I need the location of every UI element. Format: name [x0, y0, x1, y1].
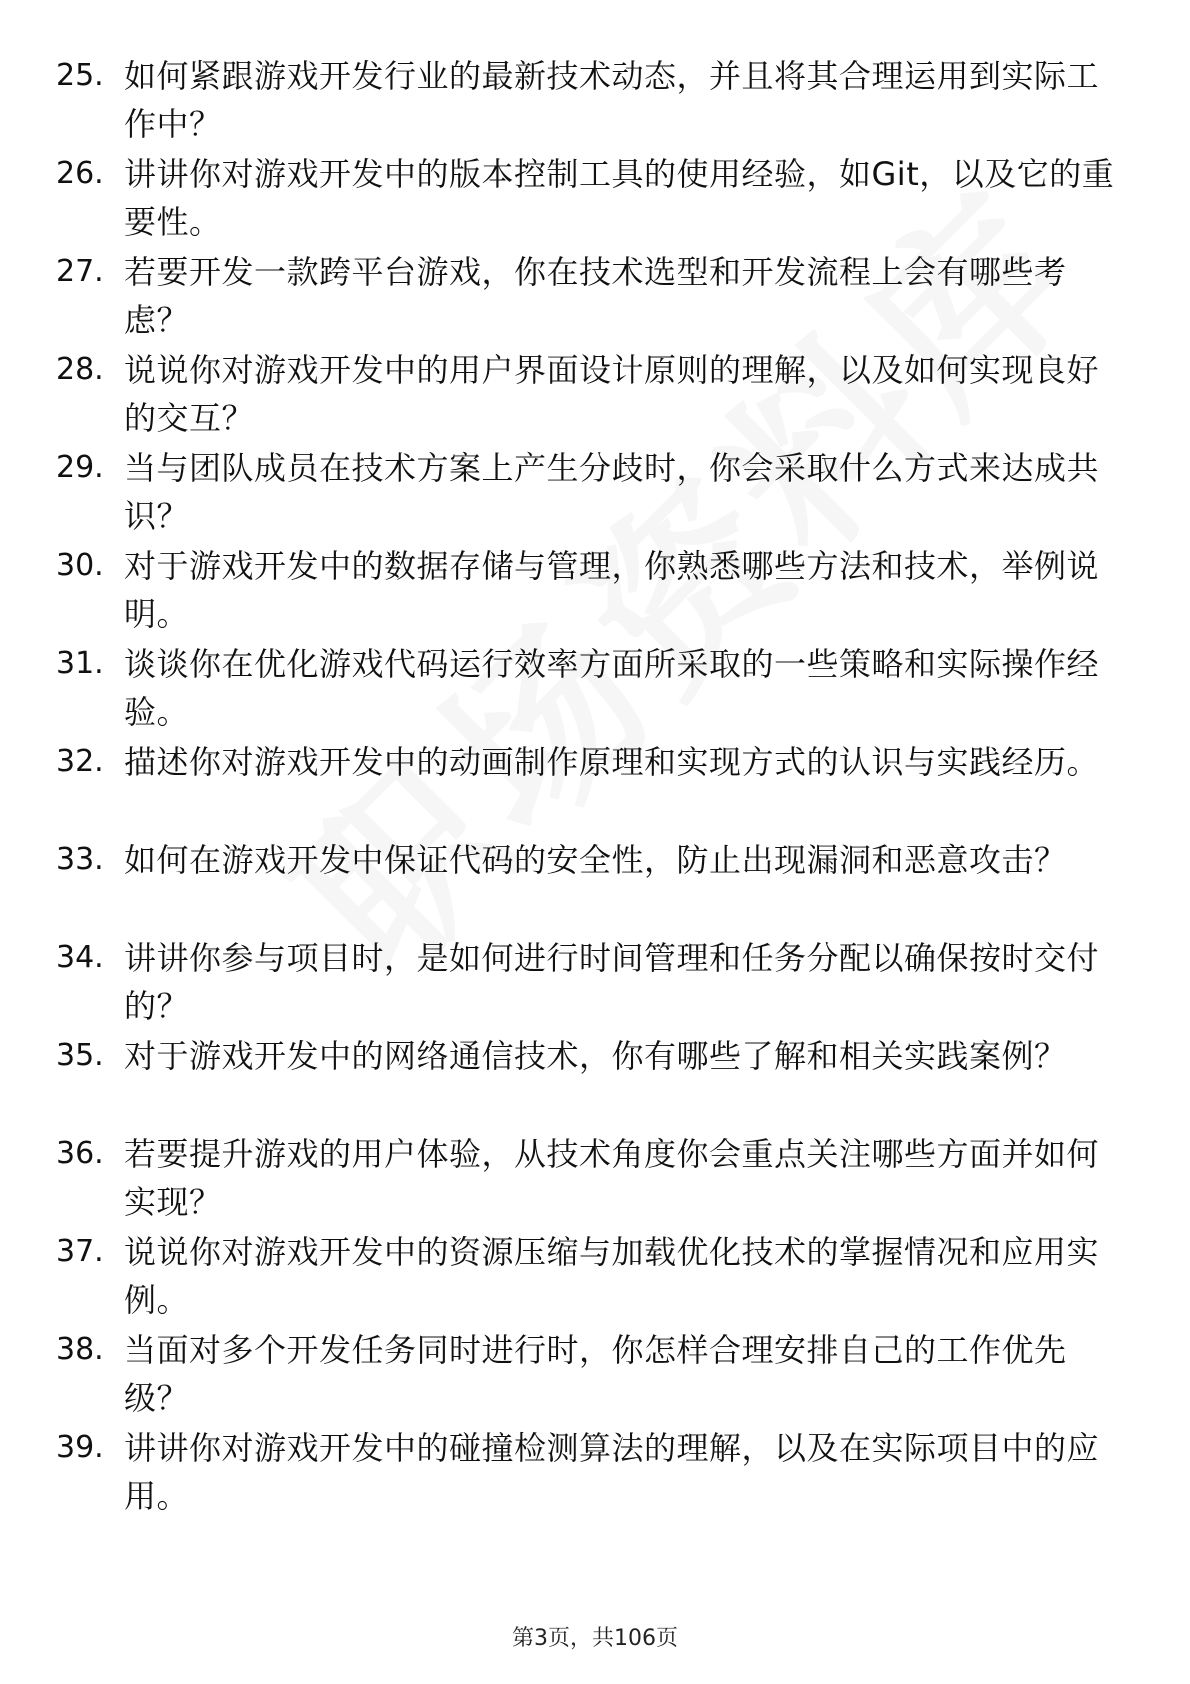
question-text: 讲讲你对游戏开发中的版本控制工具的使用经验，如Git，以及它的重要性。: [124, 155, 1115, 241]
question-item-38: [0, 1326, 1190, 1424]
question-text: 若要开发一款跨平台游戏，你在技术选型和开发流程上会有哪些考虑？: [124, 253, 1067, 339]
question-item-31: [0, 640, 1190, 738]
question-number: 26.: [56, 156, 104, 191]
question-number: 33.: [56, 842, 104, 877]
question-number: 38.: [56, 1332, 104, 1367]
question-text: 如何紧跟游戏开发行业的最新技术动态，并且将其合理运用到实际工作中？: [124, 57, 1100, 143]
question-number: 36.: [56, 1136, 104, 1171]
question-text: 谈谈你在优化游戏代码运行效率方面所采取的一些策略和实际操作经验。: [124, 645, 1100, 731]
question-text: 对于游戏开发中的网络通信技术，你有哪些了解和相关实践案例？: [124, 1037, 1067, 1075]
question-number: 30.: [56, 548, 104, 583]
question-number: 29.: [56, 450, 104, 485]
question-number: 28.: [56, 352, 104, 387]
question-number: 37.: [56, 1234, 104, 1269]
question-number: 39.: [56, 1430, 104, 1465]
question-number: 32.: [56, 744, 104, 779]
question-item-39: [0, 1424, 1190, 1522]
question-item-25: [0, 52, 1190, 150]
question-number: 35.: [56, 1038, 104, 1073]
question-item-29: [0, 444, 1190, 542]
question-text: 说说你对游戏开发中的用户界面设计原则的理解，以及如何实现良好的交互？: [124, 351, 1100, 437]
question-item-35: [0, 1032, 1190, 1130]
question-text: 说说你对游戏开发中的资源压缩与加载优化技术的掌握情况和应用实例。: [124, 1233, 1100, 1319]
question-item-32: [0, 738, 1190, 836]
question-text: 描述你对游戏开发中的动画制作原理和实现方式的认识与实践经历。: [124, 743, 1100, 781]
page-indicator: 第3页，共106页: [512, 1626, 678, 1651]
question-text: 如何在游戏开发中保证代码的安全性，防止出现漏洞和恶意攻击？: [124, 841, 1067, 879]
question-text: 讲讲你对游戏开发中的碰撞检测算法的理解，以及在实际项目中的应用。: [124, 1429, 1100, 1515]
question-item-26: [0, 150, 1190, 248]
question-text: 当与团队成员在技术方案上产生分歧时，你会采取什么方式来达成共识？: [124, 449, 1100, 535]
question-text: 讲讲你参与项目时，是如何进行时间管理和任务分配以确保按时交付的？: [124, 939, 1100, 1025]
question-item-27: [0, 248, 1190, 346]
question-text: 当面对多个开发任务同时进行时，你怎样合理安排自己的工作优先级？: [124, 1331, 1067, 1417]
question-number: 25.: [56, 58, 104, 93]
question-item-34: [0, 934, 1190, 1032]
question-number: 27.: [56, 254, 104, 289]
question-text: 对于游戏开发中的数据存储与管理，你熟悉哪些方法和技术，举例说明。: [124, 547, 1100, 633]
question-list: [0, 52, 1190, 1522]
question-item-30: [0, 542, 1190, 640]
question-number: 34.: [56, 940, 104, 975]
question-item-28: [0, 346, 1190, 444]
question-item-36: [0, 1130, 1190, 1228]
question-number: 31.: [56, 646, 104, 681]
question-item-37: [0, 1228, 1190, 1326]
question-item-33: [0, 836, 1190, 934]
question-text: 若要提升游戏的用户体验，从技术角度你会重点关注哪些方面并如何实现？: [124, 1135, 1100, 1221]
